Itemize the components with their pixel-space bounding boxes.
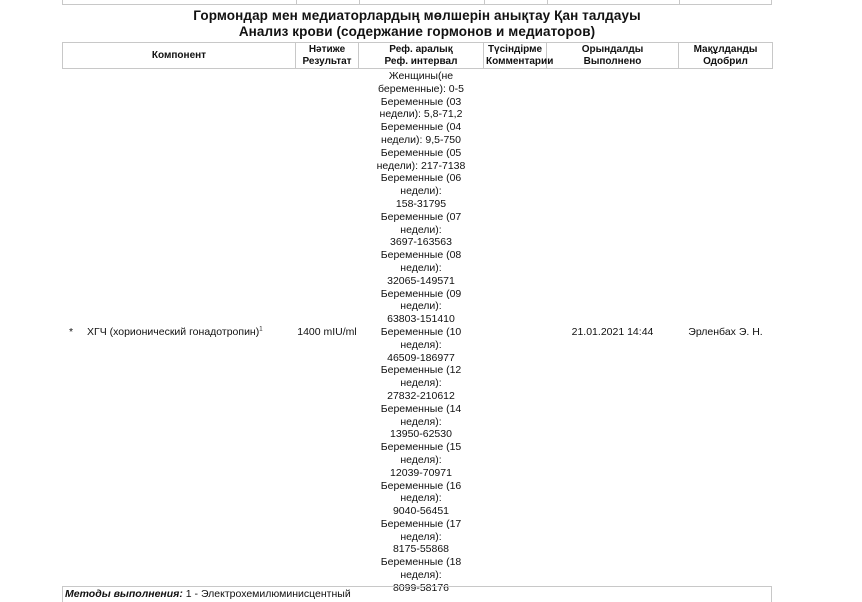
component-note: 1: [259, 326, 263, 333]
reference-line: 32065-149571: [387, 274, 455, 287]
reference-line: 158-31795: [395, 197, 447, 210]
reference-line: 46509-186977: [387, 351, 455, 364]
performed-cell: 21.01.2021 14:44: [547, 69, 679, 595]
methods-label: Методы выполнения:: [65, 588, 183, 600]
column-header-approved: Мақұлданды Одобрил: [679, 43, 773, 69]
reference-line: неделя):: [400, 415, 442, 428]
reference-line: Беременные (07: [380, 210, 462, 223]
reference-line: недели):: [400, 261, 442, 274]
title-russian: Анализ крови (содержание гормонов и медиаторов): [238, 24, 596, 39]
reference-line: неделя):: [400, 453, 442, 466]
reference-line: неделя):: [400, 492, 442, 505]
column-header-performed: Орындалды Выполнено: [547, 43, 679, 69]
reference-line: Беременные (10: [380, 325, 462, 338]
table-row: [63, 69, 773, 595]
reference-line: 13950-62530: [390, 428, 452, 441]
report-header: [62, 8, 772, 40]
component-cell: [63, 69, 296, 595]
reference-line: недели): 5,8-71,2: [379, 108, 463, 121]
reference-line: Беременные (06: [380, 172, 462, 185]
result-cell: 1400 mIU/ml: [296, 69, 359, 595]
reference-line: беременные): 0-5: [378, 82, 464, 95]
reference-line: 63803-151410: [387, 313, 455, 326]
reference-line: Беременные (18: [380, 556, 462, 569]
title-kazakh: Гормондар мен медиаторлардың мөлшерін анықтау Қан талдауы: [193, 8, 641, 23]
reference-line: Беременные (08: [380, 249, 462, 262]
reference-line: неделя):: [400, 569, 442, 582]
reference-line: Беременные (15: [380, 441, 462, 454]
column-header-reference: Реф. аралық Реф. интервал: [359, 43, 484, 69]
reference-line: Беременные (17: [380, 517, 462, 530]
methods-value: 1 - Электрохемилюминисцентный: [182, 588, 351, 600]
previous-table-remnant: [62, 0, 772, 5]
reference-line: Беременные (12: [380, 364, 462, 377]
table-header-row: [63, 43, 773, 69]
reference-line: Беременные (03: [380, 95, 462, 108]
column-header-component: Компонент: [63, 43, 296, 69]
reference-line: Беременные (04: [380, 121, 462, 134]
column-header-comment: Түсіндірме Комментарии: [484, 43, 547, 69]
lab-report-page: [62, 0, 772, 600]
reference-line: Беременные (14: [380, 402, 462, 415]
component-name: ХГЧ (хорионический гонадотропин): [87, 325, 260, 338]
reference-line: 3697-163563: [390, 236, 452, 249]
reference-line: неделя):: [400, 377, 442, 390]
reference-line: 27832-210612: [387, 389, 455, 402]
reference-line: 9040-56451: [392, 505, 450, 518]
reference-line: Беременные (16: [380, 479, 462, 492]
reference-line: Женщины(не: [388, 70, 454, 82]
comment-cell: [484, 69, 547, 595]
reference-line: недели): 217-7138: [376, 159, 466, 172]
column-header-result: Нәтиже Результат: [296, 43, 359, 69]
reference-line: Беременные (05: [380, 146, 462, 159]
reference-line: 8175-55868: [392, 543, 450, 556]
reference-line: недели):: [400, 300, 442, 313]
reference-line: Беременные (09: [380, 287, 462, 300]
marker: *: [69, 325, 74, 338]
reference-line: 12039-70971: [390, 466, 452, 479]
results-table: [62, 42, 773, 595]
approved-cell: Эрленбах Э. Н.: [679, 69, 773, 595]
reference-line: неделя):: [400, 338, 442, 351]
reference-line: неделя):: [400, 530, 442, 543]
reference-line: недели):: [400, 185, 442, 198]
reference-line: 8099-58176: [392, 581, 450, 594]
reference-cell: [359, 69, 484, 595]
reference-line: недели): 9,5-750: [381, 133, 461, 146]
reference-line: недели):: [400, 223, 442, 236]
